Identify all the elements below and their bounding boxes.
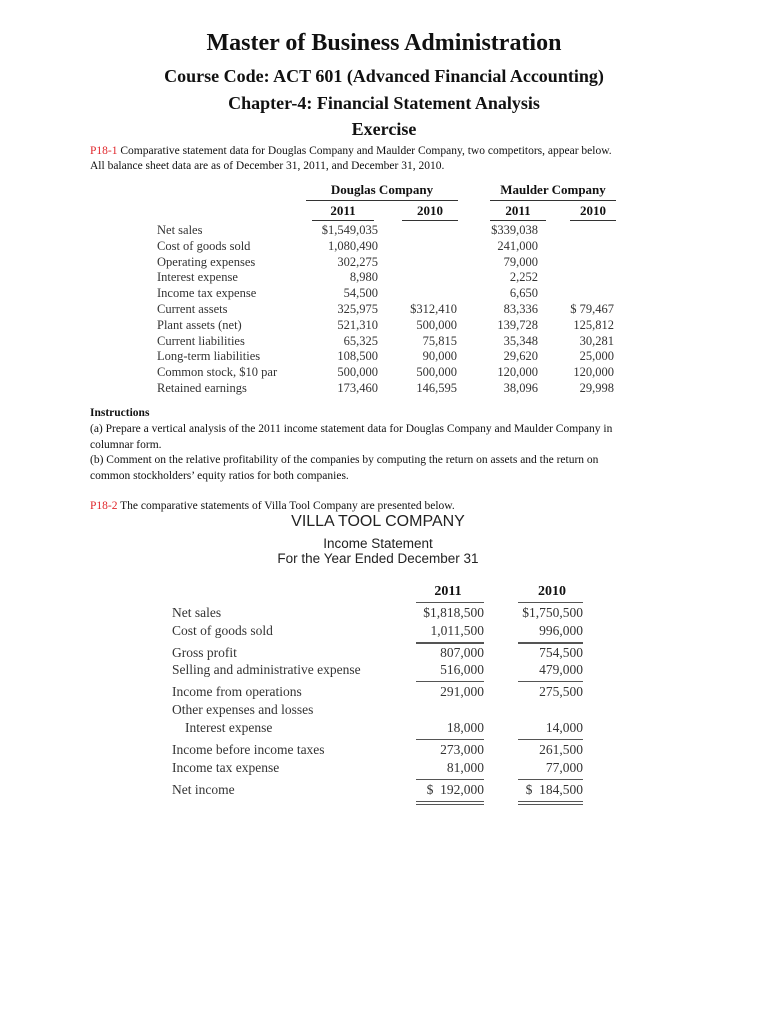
rule-line [416,739,484,740]
course-code: Course Code: ACT 601 (Advanced Financial Accounting) [164,66,604,86]
p18-2-intro [90,500,455,512]
row-label: Other expenses and losses [172,702,314,717]
p18-1-intro-line2: All balance sheet data are as of December 31, 2011, and December 31, 2010. [90,160,445,172]
cell-value: 108,500 [337,349,378,364]
company-header-douglas: Douglas Company [306,182,458,201]
cell-value: 479,000 [539,662,583,677]
year-header: 2010 [402,203,458,221]
row-label: Interest expense [185,720,273,735]
cell-value: 79,000 [503,254,538,269]
cell-value: 120,000 [573,365,614,380]
rule-line [416,681,484,682]
rule-line [416,642,484,644]
cell-value: 500,000 [416,365,457,380]
row-label: Income tax expense [172,760,280,775]
row-label: Income tax expense [157,286,257,301]
rule-line [518,804,583,805]
row-label: Gross profit [172,645,237,660]
cell-value: 173,460 [337,381,378,395]
statement-title: Income Statement [323,536,433,551]
cell-value: 18,000 [446,720,484,735]
cell-value: 273,000 [440,742,484,757]
cell-value: 25,000 [579,349,614,364]
row-label: Current liabilities [157,333,245,348]
cell-value: 1,011,500 [430,623,484,638]
rule-line [416,779,484,780]
cell-value: 81,000 [446,760,484,775]
row-label: Current assets [157,302,228,316]
cell-value: 261,500 [539,742,583,757]
cell-value: 2,252 [509,270,538,285]
cell-value: $339,038 [491,223,538,237]
cell-value: 38,096 [503,381,538,395]
row-label: Selling and administrative expense [172,662,361,677]
cell-value: 1,080,490 [328,238,378,253]
cell-value: 83,336 [503,302,538,316]
cell-value: 90,000 [422,349,457,364]
cell-value: 291,000 [440,684,484,699]
cell-value: $1,549,035 [321,223,378,237]
company-name: VILLA TOOL COMPANY [291,513,465,530]
instruction-b: (b) Comment on the relative profitability of the companies by computing the return on assets and the return on [90,454,599,466]
row-label: Common stock, $10 par [157,365,278,380]
cell-value: 54,500 [343,286,378,301]
document-title: Master of Business Administration [206,30,562,56]
cell-value: $ 192,000 [426,782,484,797]
cell-value: 77,000 [545,760,583,775]
cell-value: 6,650 [509,286,538,301]
row-label: Operating expenses [157,254,256,269]
cell-value: $ 79,467 [570,302,614,316]
year-header: 2010 [570,203,616,221]
row-label: Net income [172,782,235,797]
instruction-b-cont: common stockholders’ equity ratios for both companies. [90,470,349,482]
cell-value: 125,812 [573,317,614,332]
cell-value: 30,281 [579,333,614,348]
cell-value: 500,000 [337,365,378,380]
row-label: Income before income taxes [172,742,325,757]
rule-line [518,739,583,740]
cell-value: 241,000 [497,238,538,253]
cell-value: 139,728 [497,317,538,332]
cell-value: 65,325 [343,333,378,348]
problem-label: P18-2 [90,500,118,512]
year-header: 2010 [538,584,566,599]
rule-line [416,801,484,802]
instructions-title: Instructions [90,407,150,419]
instruction-a-cont: columnar form. [90,439,162,451]
row-label: Cost of goods sold [172,623,273,638]
row-label: Plant assets (net) [157,317,242,332]
cell-value: 500,000 [416,317,457,332]
cell-value: 8,980 [349,270,378,285]
cell-value: $1,750,500 [522,605,583,620]
cell-value: $1,818,500 [423,605,484,620]
cell-value: 996,000 [539,623,583,638]
cell-value: 325,975 [337,302,378,316]
row-label: Net sales [172,605,222,620]
year-header: 2011 [312,203,374,221]
row-label: Net sales [157,223,203,237]
row-label: Long-term liabilities [157,349,261,364]
statement-period: For the Year Ended December 31 [277,551,479,566]
cell-value: $312,410 [410,302,457,316]
cell-value: 29,620 [503,349,538,364]
row-label: Interest expense [157,270,238,285]
problem-label: P18-1 [90,145,118,157]
section-title: Exercise [351,119,417,139]
rule-line [518,602,583,603]
cell-value: 275,500 [539,684,583,699]
row-label: Income from operations [172,684,302,699]
cell-value: 120,000 [497,365,538,380]
rule-line [416,602,484,603]
row-label: Retained earnings [157,381,247,395]
year-header: 2011 [434,584,462,599]
company-header-maulder: Maulder Company [490,182,616,201]
chapter-title: Chapter-4: Financial Statement Analysis [228,93,540,113]
intro-text: The comparative statements of Villa Tool Company are presented below. [117,500,455,512]
year-header: 2011 [490,203,546,221]
cell-value: 146,595 [416,381,457,395]
cell-value: 807,000 [440,645,484,660]
cell-value: 14,000 [545,720,583,735]
cell-value: 35,348 [503,333,538,348]
rule-line [518,779,583,780]
instruction-a: (a) Prepare a vertical analysis of the 2011 income statement data for Douglas Company and Maulder Company in [90,423,613,435]
cell-value: 75,815 [422,333,457,348]
cell-value: 302,275 [337,254,378,269]
cell-value: 754,500 [539,645,583,660]
rule-line [416,804,484,805]
intro-text: Comparative statement data for Douglas Company and Maulder Company, two competitors, appear below. [117,145,612,157]
cell-value: 516,000 [440,662,484,677]
cell-value: $ 184,500 [525,782,583,797]
cell-value: 521,310 [337,317,378,332]
cell-value: 29,998 [579,381,614,395]
rule-line [518,681,583,682]
rule-line [518,801,583,802]
p18-1-intro [90,145,612,157]
row-label: Cost of goods sold [157,238,251,253]
rule-line [518,642,583,644]
